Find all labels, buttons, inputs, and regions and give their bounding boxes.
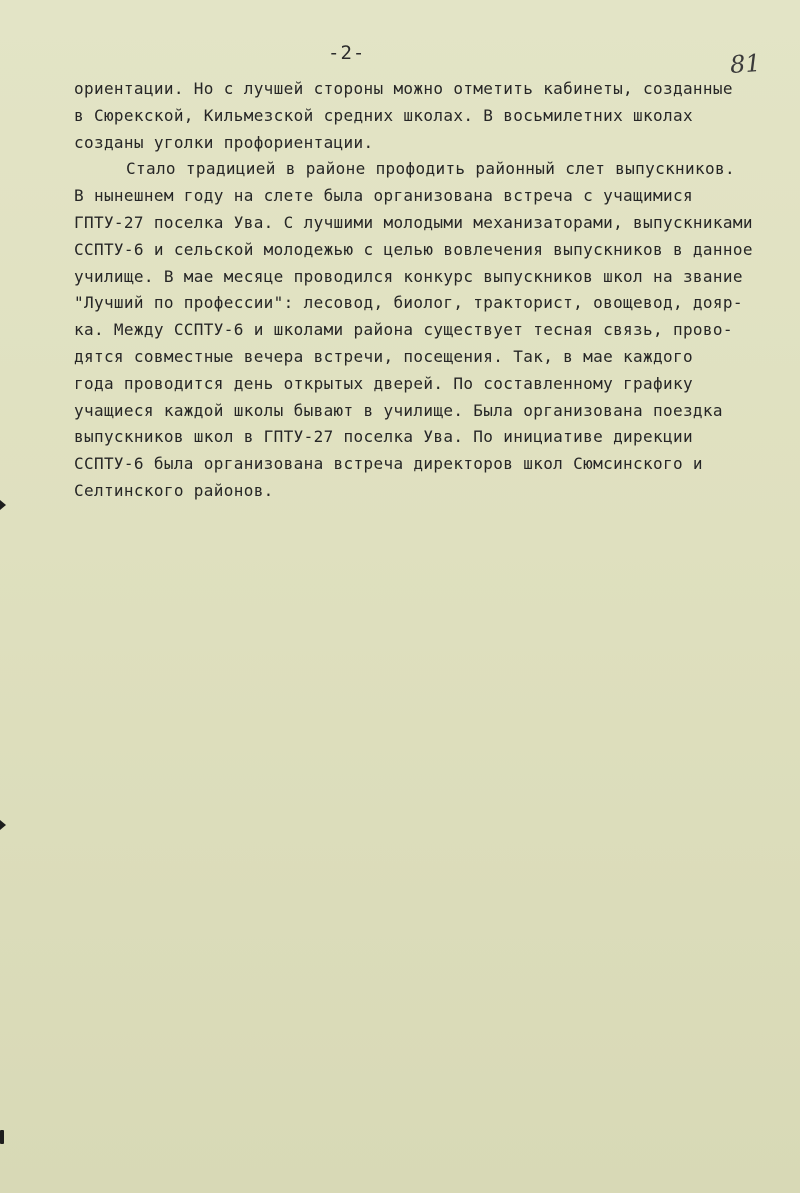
text-line: в Сюрекской, Кильмезской средних школах. В восьмилетних школах [74, 105, 693, 125]
text-line: ССПТУ-6 была организована встреча директоров школ Сюмсинского и [74, 454, 703, 474]
text-line: года проводится день открытых дверей. По составленному графику [74, 373, 693, 393]
text-line: выпускников школ в ГПТУ-27 поселка Ува. По инициативе дирекции [74, 427, 693, 447]
archive-sheet-number: 81 [729, 48, 762, 80]
binding-hole-mark [0, 500, 6, 510]
text-line: созданы уголки профориентации. [74, 132, 374, 152]
text-line: дятся совместные вечера встречи, посещения. Так, в мае каждого [74, 346, 693, 366]
text-line: Стало традицией в районе профодить районный слет выпускников. [126, 159, 735, 179]
text-line: ГПТУ-27 поселка Ува. С лучшими молодыми механизаторами, выпускниками [74, 212, 753, 232]
body-text [74, 76, 800, 505]
binding-hole-mark [0, 1130, 4, 1144]
text-line: Селтинского районов. [74, 480, 274, 500]
text-line: ка. Между ССПТУ-6 и школами района существует тесная связь, прово- [74, 320, 733, 340]
binding-hole-mark [0, 820, 6, 830]
text-line: ССПТУ-6 и сельской молодежью с целью вовлечения выпускников в данное [74, 239, 753, 259]
text-line: "Лучший по профессии": лесовод, биолог, тракторист, овощевод, дояр- [74, 293, 743, 313]
text-line: училище. В мае месяце проводился конкурс выпускников школ на звание [74, 266, 743, 286]
text-line: В нынешнем году на слете была организована встреча с учащимися [74, 186, 693, 206]
text-line: учащиеся каждой школы бывают в училище. Была организована поездка [74, 400, 723, 420]
text-line: ориентации. Но с лучшей стороны можно отметить кабинеты, созданные [74, 79, 733, 98]
page-number: -2- [328, 42, 366, 64]
